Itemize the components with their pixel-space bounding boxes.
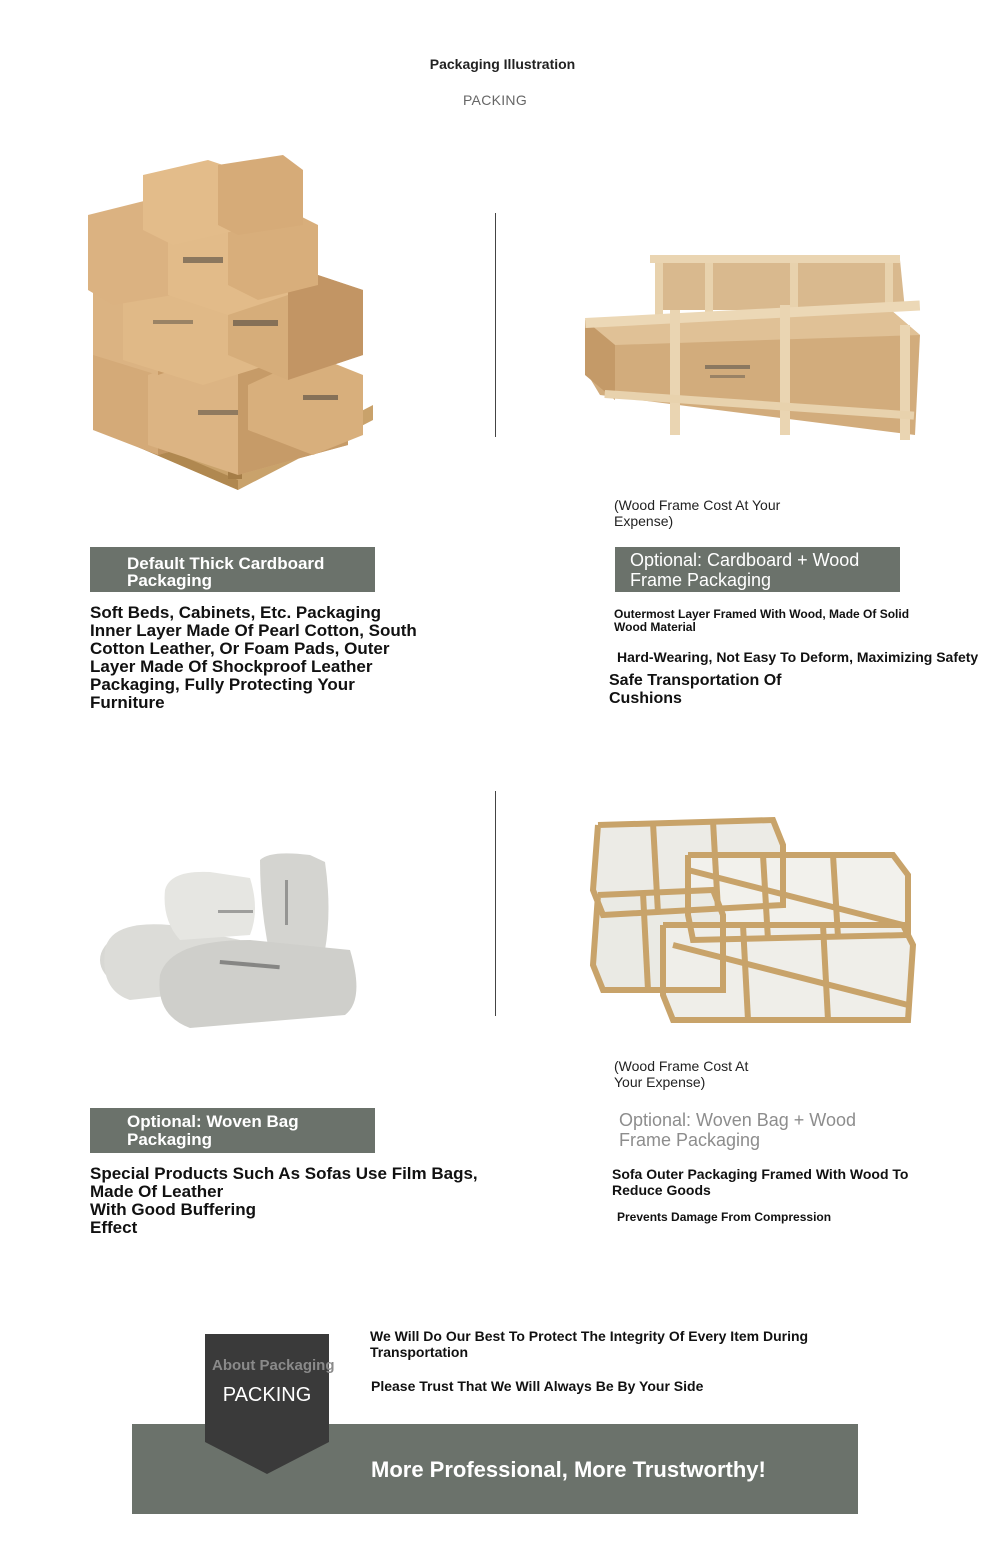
detail-wood-frame bbox=[614, 608, 909, 634]
detail-sofa-wood bbox=[612, 1166, 909, 1198]
note-line: (Wood Frame Cost At bbox=[614, 1058, 749, 1074]
wood-frame-crate-image bbox=[585, 250, 925, 445]
description-line: Made Of Leather bbox=[90, 1182, 224, 1201]
cost-note bbox=[614, 1058, 748, 1090]
description-line: Inner Layer Made Of Pearl Cotton, South bbox=[90, 621, 417, 640]
note-line: (Wood Frame Cost At Your bbox=[614, 497, 781, 513]
label-line: Default Thick Cardboard bbox=[127, 554, 325, 573]
label-woven-bag-wood bbox=[619, 1110, 856, 1150]
label-default-cardboard bbox=[90, 547, 375, 592]
description-woven-bag bbox=[90, 1165, 490, 1237]
divider-bottom bbox=[495, 791, 496, 1016]
description-default-cardboard bbox=[90, 604, 490, 712]
footer-protect-text bbox=[370, 1328, 820, 1360]
footer-line: We Will Do Our Best To Protect The Integrity Of Every Item During bbox=[370, 1328, 809, 1344]
badge-word: PACKING bbox=[222, 1384, 312, 1406]
description-line: Cotton Leather, Or Foam Pads, Outer bbox=[90, 639, 390, 658]
detail-line: Outermost Layer Framed With Wood, Made Of Solid bbox=[614, 607, 910, 621]
cardboard-pallet-image bbox=[88, 155, 378, 490]
detail-line: Sofa Outer Packaging Framed With Wood To bbox=[612, 1166, 909, 1182]
label-cardboard-wood bbox=[615, 547, 900, 592]
note-line: Your Expense) bbox=[614, 1074, 706, 1090]
woven-bag-wood-frame-image bbox=[593, 815, 918, 1025]
description-line: Cushions bbox=[609, 690, 682, 707]
description-line: Packaging, Fully Protecting Your bbox=[90, 675, 355, 694]
description-line: With Good Buffering bbox=[90, 1200, 257, 1219]
description-line: Effect bbox=[90, 1218, 138, 1237]
footer-slogan: More Professional, More Trustworthy! bbox=[371, 1457, 766, 1482]
detail-compression: Prevents Damage From Compression bbox=[617, 1210, 832, 1224]
description-line: Layer Made Of Shockproof Leather bbox=[90, 657, 373, 676]
label-line: Packaging bbox=[127, 1130, 213, 1149]
label-woven-bag bbox=[90, 1108, 375, 1153]
note-line: Expense) bbox=[614, 513, 674, 529]
page-title: Packaging Illustration bbox=[429, 56, 576, 72]
label-line: Optional: Woven Bag bbox=[127, 1112, 299, 1131]
label-line: Optional: Woven Bag + Wood bbox=[619, 1110, 856, 1130]
badge-title: About Packaging bbox=[212, 1357, 335, 1374]
footer-line: Transportation bbox=[370, 1344, 469, 1360]
description-line: Furniture bbox=[90, 693, 165, 712]
divider-top bbox=[495, 213, 496, 437]
footer-trust-text: Please Trust That We Will Always Be By Your Side bbox=[371, 1378, 704, 1394]
page-subtitle: PACKING bbox=[462, 92, 528, 108]
label-line: Frame Packaging bbox=[630, 570, 772, 590]
description-cushions bbox=[609, 672, 781, 708]
label-line: Packaging bbox=[127, 571, 213, 590]
woven-bag-packages-image bbox=[100, 850, 360, 1030]
detail-line: Wood Material bbox=[614, 620, 696, 634]
label-line: Frame Packaging bbox=[619, 1130, 761, 1150]
description-line: Soft Beds, Cabinets, Etc. Packaging bbox=[90, 603, 381, 622]
detail-line: Reduce Goods bbox=[612, 1182, 711, 1198]
description-line: Special Products Such As Sofas Use Film Bags, bbox=[90, 1164, 478, 1183]
description-line: Safe Transportation Of bbox=[609, 672, 782, 689]
label-line: Optional: Cardboard + Wood bbox=[630, 550, 860, 570]
cost-note bbox=[614, 497, 780, 529]
detail-hard-wearing: Hard-Wearing, Not Easy To Deform, Maximizing Safety bbox=[617, 649, 979, 665]
